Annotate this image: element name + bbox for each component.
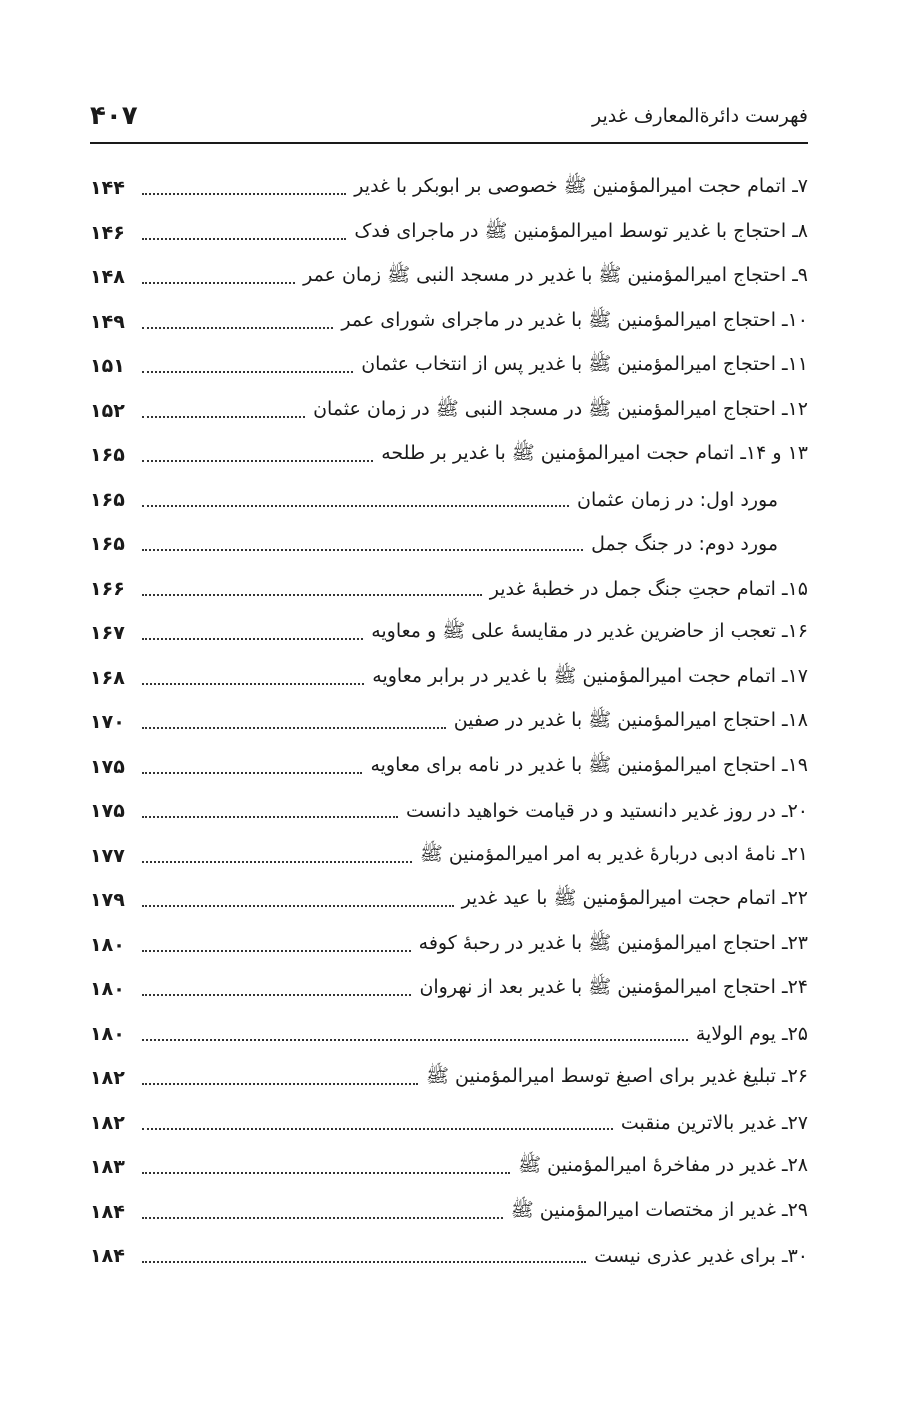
toc-entry-page: ۱۷۰ [90,711,125,734]
toc-entry [90,211,808,256]
toc-entry-title: ۱۱ـ احتجاج امیرالمؤمنین ﷺ با غدیر پس از انتخاب عثمان [361,353,808,376]
toc-entry-page: ۱۷۷ [90,844,125,867]
toc-entry-page: ۱۶۵ [90,533,125,556]
toc-entry-page: ۱۸۲ [90,1067,125,1090]
toc-entry-title: ۲۴ـ احتجاج امیرالمؤمنین ﷺ با غدیر بعد از نهروان [419,976,808,999]
toc-entry-title: ۲۳ـ احتجاج امیرالمؤمنین ﷺ با غدیر در رحبهٔ کوفه [418,931,808,954]
toc-entry [90,1012,808,1057]
toc-entry-title: ۲۷ـ غدیر بالاترین منقبت [620,1111,808,1134]
toc-entry-page: ۱۸۲ [90,1111,125,1134]
toc-entry-page: ۱۸۰ [90,1022,125,1045]
toc-entry-title: ۲۹ـ غدیر از مختصات امیرالمؤمنین ﷺ [510,1198,808,1221]
toc-entry [90,923,808,968]
book-page [90,0,808,1410]
toc-entry-title: مورد اول: در زمان عثمان [577,488,778,511]
toc-entry [90,1101,808,1146]
toc-entry-page: ۱۸۰ [90,933,125,956]
dot-leader [142,727,446,729]
dot-leader [142,1039,688,1041]
toc-entry-title: ۷ـ اتمام حجت امیرالمؤمنین ﷺ خصوصی بر ابوبکر با غدیر [354,175,808,198]
header-rule [90,142,808,144]
toc-entry-title: ۱۷ـ اتمام حجت امیرالمؤمنین ﷺ با غدیر در برابر معاویه [372,664,808,687]
dot-leader [142,994,411,996]
dot-leader [142,549,583,551]
running-title: فهرست دائرةالمعارف غدیر [591,105,808,127]
toc-entry-title: ۲۶ـ تبلیغ غدیر برای اصبغ توسط امیرالمؤمنین ﷺ [426,1065,808,1088]
toc-entry [90,1145,808,1190]
dot-leader [142,1128,613,1130]
dot-leader [142,683,364,685]
toc-entry [90,789,808,834]
toc-entry [90,1056,808,1101]
dot-leader [142,416,305,418]
toc-entry-title: ۹ـ احتجاج امیرالمؤمنین ﷺ با غدیر در مسجد النبی ﷺ زمان عمر [303,264,808,287]
toc-entry-title: مورد دوم: در جنگ جمل [591,533,778,556]
toc-entry [90,878,808,923]
toc-entry-page: ۱۶۵ [90,444,125,467]
toc-entry-page: ۱۸۰ [90,978,125,1001]
toc-entry-title: ۲۰ـ در روز غدیر دانستید و در قیامت خواهید دانست [405,800,808,823]
toc-entry [90,656,808,701]
dot-leader [142,460,373,462]
toc-entry-title: ۱۳ و ۱۴ـ اتمام حجت امیرالمؤمنین ﷺ با غدیر بر طلحه [381,442,808,465]
page-header [90,96,808,136]
toc-entry [90,344,808,389]
toc-entry [90,1190,808,1235]
toc-entry-page: ۱۵۱ [90,355,125,378]
toc-entry [90,611,808,656]
toc-entry-title: ۸ـ احتجاج با غدیر توسط امیرالمؤمنین ﷺ در ماجرای فدک [354,219,808,242]
toc-entry-page: ۱۵۲ [90,399,125,422]
dot-leader [142,1261,586,1263]
toc-entry-page: ۱۶۵ [90,488,125,511]
toc-entry-title: ۱۰ـ احتجاج امیرالمؤمنین ﷺ با غدیر در ماجرای شورای عمر [341,308,808,331]
dot-leader [142,905,454,907]
toc-entry-title: ۱۵ـ اتمام حجتِ جنگ جمل در خطبهٔ غدیر [489,577,808,600]
toc-entry-page: ۱۶۷ [90,622,125,645]
dot-leader [142,238,346,240]
dot-leader [142,282,295,284]
table-of-contents [90,166,808,1279]
dot-leader [142,505,569,507]
toc-entry-page: ۱۴۸ [90,266,125,289]
toc-entry-title: ۱۹ـ احتجاج امیرالمؤمنین ﷺ با غدیر در نامه برای معاویه [370,753,808,776]
toc-entry-page: ۱۷۹ [90,889,125,912]
dot-leader [142,638,363,640]
toc-entry-title: ۲۸ـ غدیر در مفاخرهٔ امیرالمؤمنین ﷺ [518,1154,808,1177]
toc-entry [90,700,808,745]
toc-entry [90,834,808,879]
toc-entry-page: ۱۷۵ [90,755,125,778]
dot-leader [142,594,482,596]
toc-entry [90,1234,808,1279]
toc-entry [90,967,808,1012]
dot-leader [142,861,412,863]
dot-leader [142,950,411,952]
toc-entry [90,567,808,612]
toc-entry-title: ۱۶ـ تعجب از حاضرین غدیر در مقایسهٔ علی ﷺ و معاویه [371,620,808,643]
toc-entry-title: ۲۲ـ اتمام حجت امیرالمؤمنین ﷺ با عید غدیر [461,887,808,910]
toc-entry-title: ۲۵ـ یوم الولایة [695,1022,808,1045]
toc-entry-title: ۲۱ـ نامهٔ ادبی دربارهٔ غدیر به امر امیرالمؤمنین ﷺ [419,842,808,865]
toc-entry [90,166,808,211]
toc-entry [90,433,808,478]
toc-entry-title: ۱۲ـ احتجاج امیرالمؤمنین ﷺ در مسجد النبی ﷺ در زمان عثمان [313,397,808,420]
toc-entry-page: ۱۷۵ [90,800,125,823]
toc-entry-page: ۱۶۸ [90,666,125,689]
toc-entry-title: ۳۰ـ برای غدیر عذری نیست [594,1245,808,1268]
toc-entry-page: ۱۸۳ [90,1156,125,1179]
toc-entry [90,389,808,434]
toc-entry [90,745,808,790]
dot-leader [142,1217,503,1219]
toc-entry-title: ۱۸ـ احتجاج امیرالمؤمنین ﷺ با غدیر در صفین [453,709,808,732]
dot-leader [142,193,346,195]
toc-entry [90,300,808,345]
toc-entry-page: ۱۸۴ [90,1245,125,1268]
dot-leader [142,371,353,373]
toc-entry-page: ۱۴۶ [90,221,125,244]
toc-entry-page: ۱۸۴ [90,1200,125,1223]
toc-entry-page: ۱۴۴ [90,177,125,200]
toc-entry [90,255,808,300]
toc-subentry [90,478,808,523]
toc-entry-page: ۱۴۹ [90,310,125,333]
dot-leader [142,327,333,329]
dot-leader [142,1172,510,1174]
dot-leader [142,1083,418,1085]
toc-subentry [90,522,808,567]
dot-leader [142,816,398,818]
toc-entry-page: ۱۶۶ [90,577,125,600]
page-number: ۴۰۷ [90,101,138,131]
dot-leader [142,772,362,774]
